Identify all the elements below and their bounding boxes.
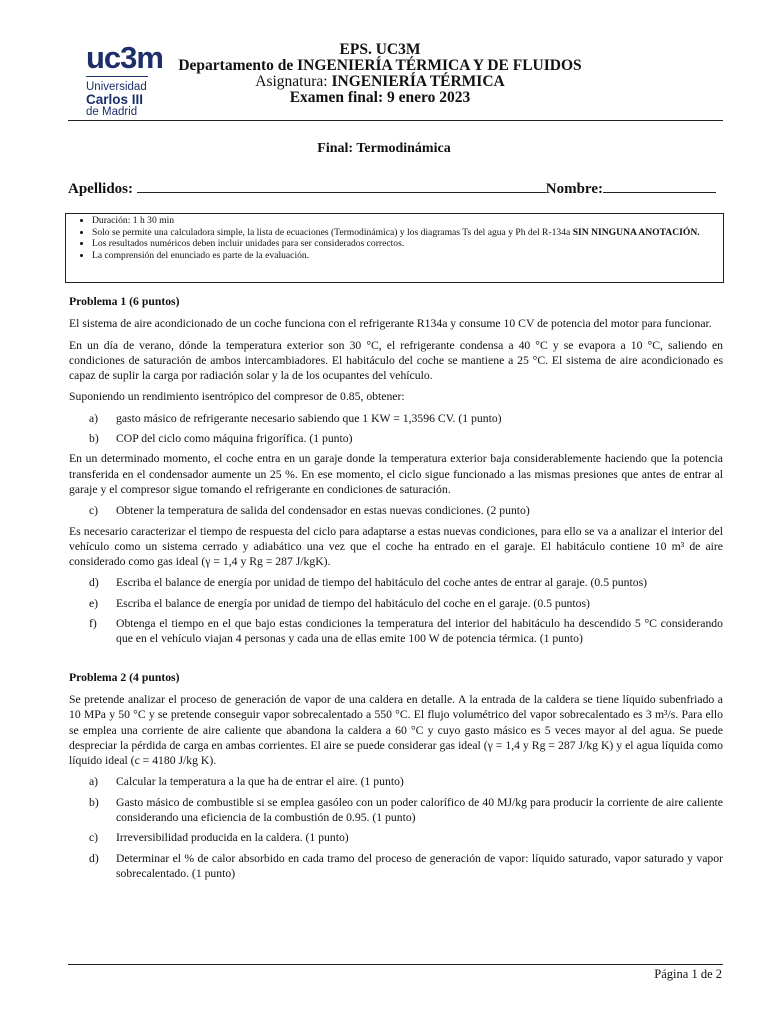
question-item: d) Determinar el % de calor absorbido en cada tramo del proceso de generación de vapor: líquido saturado, vapor saturado y vapor sobrecalentado. (1 punto) [89,851,723,880]
problem-1-paragraph: En un día de verano, dónde la temperatura exterior son 30 °C, el refrigerante condensa a 40 °C y se evapora a 10 °C, saliendo en condiciones de saturación de ambos intercambiadores. El habitáculo del coche se mantiene a 25 °C. El sistema de aire acondicionado es capaz de suplir la carga por radiación solar y la de los ocupantes del vehículo. [69,338,723,383]
question-item: b) Gasto másico de combustible si se emplea gasóleo con un poder calorífico de 40 MJ/kg para producir la corriente de aire caliente considerando una eficiencia de la combustión de 0.95. (1 punto) [89,795,723,825]
exam-body [69,294,723,886]
department-name: Departamento de INGENIERÍA TÉRMICA Y DE FLUIDOS [178,57,582,74]
problem-1-paragraph: Es necesario caracterizar el tiempo de respuesta del ciclo para adaptarse a estas nuevas condiciones, para ello se va a analizar el interior del vehículo como un sistema cerrado y adiabático una vez que el coche ha entrado en el garaje. El habitáculo contiene 10 m³ de aire considerado como gas ideal (γ = 1,4 y Rg = 287 J/kgK). [69,524,723,569]
question-item: a) gasto másico de refrigerante necesario sabiendo que 1 KW = 1,3596 CV. (1 punto) [89,411,502,425]
instruction-item: • Los resultados numéricos deben incluir unidades para ser considerados correctos. [92,238,719,250]
problem-1-paragraph: En un determinado momento, el coche entra en un garaje donde la temperatura exterior baja considerablemente haciendo que la potencia transferida en el condensador aumente un 25 %. En ese momento, el ciclo sigue funcionado a las mismas presiones que antes de entrar al garaje y el compresor sigue tomando el refrigerante en condiciones de saturación. [69,452,723,496]
exam-header [160,42,600,106]
problem-1-title: Problema 1 (6 puntos) [69,295,180,308]
logo-line-1: Universidad [86,81,147,93]
surname-field[interactable] [137,180,546,193]
subject-label: Asignatura: [255,73,328,90]
surname-label: Apellidos: [68,181,134,197]
problem-separator [69,652,723,670]
section-title: Final: Termodinámica [317,141,451,156]
school-name: EPS. UC3M [339,41,421,58]
uc3m-logo [86,40,163,118]
subject-name: INGENIERÍA TÉRMICA [331,73,505,90]
header-divider [68,120,723,121]
question-item: d) Escriba el balance de energía por unidad de tiempo del habitáculo del coche antes de entrar al garaje. (0.5 puntos) [89,576,648,590]
instructions-box [65,213,724,283]
question-item: f) Obtenga el tiempo en el que bajo estas condiciones la temperatura del interior del habitáculo ha descendido 5 °C considerando que en el vehículo viajan 4 personas y cada una de ellas emite 100 W de potencia térmica. (1 punto) [89,617,723,646]
instruction-item: • Solo se permite una calculadora simple, la lista de ecuaciones (Termodinámica) y los diagramas Ts del agua y Ph del R-134a SIN NINGUNA ANOTACIÓN. [92,227,719,239]
logo-line-3: de Madrid [86,106,138,118]
question-item: a) Calcular la temperatura a la que ha de entrar el aire. (1 punto) [89,775,404,789]
problem-1-paragraph: Suponiendo un rendimiento isentrópico del compresor de 0.85, obtener: [69,390,405,404]
logo-line-2: Carlos III [86,92,144,107]
page-number: Página 1 de 2 [654,967,722,981]
problem-2-paragraph: Se pretende analizar el proceso de generación de vapor de una caldera en detalle. A la entrada de la caldera se tiene líquido subenfriado a 10 MPa y 50 °C y se pretende conseguir vapor sobrecalentado a 550 °C. El flujo volumétrico del vapor sobrecalentado es 3 m³/s. Para ello se emplea una corriente de aire caliente que abandona la caldera a 60 °C y cuyo gasto másico es 5 veces mayor al del agua. Se puede despreciar la pérdida de carga en ambas corrientes. El aire se puede considerar gas ideal (γ = 1,4 y Rg = 287 J/kg K) y el agua líquida como líquido ideal (c = 4180 J/kg K). [69,692,723,768]
exam-date: Examen final: 9 enero 2023 [289,89,471,106]
question-item: c) Irreversibilidad producida en la caldera. (1 punto) [89,831,349,845]
student-name-row [68,180,728,198]
logo-divider [86,76,148,77]
problem-1-paragraph: El sistema de aire acondicionado de un coche funciona con el refrigerante R134a y consume 10 CV de potencia del motor para funcionar. [69,317,712,331]
question-item: b) COP del ciclo como máquina frigorífica. (1 punto) [89,432,353,446]
subject-line [160,74,600,90]
question-item: e) Escriba el balance de energía por unidad de tiempo del habitáculo del coche en el garaje. (0.5 puntos) [89,596,590,610]
question-item: c) Obtener la temperatura de salida del condensador en estas nuevas condiciones. (2 punto) [89,504,530,518]
problem-2-title: Problema 2 (4 puntos) [69,670,180,684]
footer-divider [68,964,723,965]
logo-brand: uc3m [86,40,163,75]
name-label: Nombre: [545,181,603,197]
name-field[interactable] [603,180,716,193]
instruction-item: • La comprensión del enunciado es parte de la evaluación. [92,250,719,262]
instruction-item: • Duración: 1 h 30 min [92,215,719,227]
